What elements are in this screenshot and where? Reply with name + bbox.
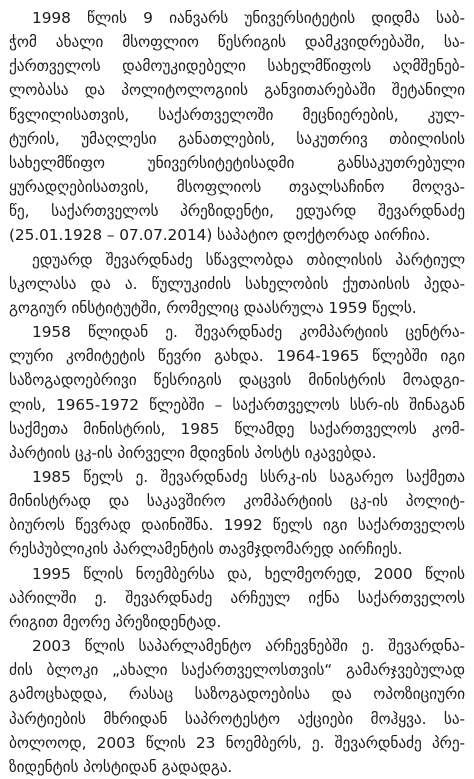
text-line: გამოცხადდა, რასაც საზოგადოებისა და ოპოზიციური <box>9 685 465 704</box>
text-line: სკოლასა და ა. წულუკიძის სახელობის ქუთაისის პედა- <box>9 274 465 293</box>
text-line: გოგიურ ინსტიტუტში, რომელიც დაასრულა 1959 წელს. <box>9 298 417 317</box>
paragraph-presidency <box>9 562 465 634</box>
text-line: აპრილში ე. შევარდნაძე არჩეულ იქნა საქართველოს <box>9 588 465 607</box>
text-line: ლობასა და პოლიტოლოგიის განვითარებაში შეტანილი <box>9 81 465 100</box>
text-line: საქმეთა მინისტრის, 1985 წლამდე საქართველოს კომ- <box>9 419 465 438</box>
text-line: ლური კომიტეტის წევრი გახდა. 1964-1965 წლებში იგი <box>9 347 465 366</box>
text-line: 1985 წელს ე. შევარდნაძე სსრკ-ის საგარეო საქმეთა <box>32 467 465 486</box>
text-line: პარტიის ცკ-ის პირველი მდივნის პოსტს იკავებდა. <box>9 443 377 462</box>
text-line: საზოგადოებრივი წესრიგის დაცვის მინისტრის მოადგი- <box>9 371 465 390</box>
text-line: მინისტრად და საკავშირო კომპარტიის ცკ-ის პოლიტ- <box>9 492 465 511</box>
text-line: სახელმწიფო უნივერსიტეტისადმი განსაკუთრებული <box>9 153 465 172</box>
text-line: (25.01.1928 – 07.07.2014) საპატიო დოქტორად აირჩია. <box>9 226 431 245</box>
text-line: ბიუროს წევრად დაინიშნა. 1992 წელს იგი საქართველოს <box>9 516 465 535</box>
text-line: 1995 წლის ნოემბერსა და, ხელმეორედ, 2000 წლის <box>32 564 465 583</box>
text-line: ზიდენტის პოსტიდან გადადგა. <box>9 757 233 776</box>
text-line: წე, საქართველოს პრეზიდენტი, ედუარდ შევარდნაძე <box>9 202 465 221</box>
text-line: რიგით მეორე პრეზიდენტად. <box>9 612 222 631</box>
text-line: ყურადღებისათვის, მსოფლიოს თვალსაჩინო მოღვა- <box>9 178 465 197</box>
text-line: ლის, 1965-1972 წლებში – საქართველოს სსრ-ის შინაგან <box>9 395 465 414</box>
text-line: წვლილისათვის, საქართველოში მეცნიერების, კულ- <box>9 105 465 124</box>
text-line: პარტიების მხრიდან საპროტესტო აქციები მოჰყვა. სა- <box>9 709 465 728</box>
text-line: 1958 წლიდან ე. შევარდნაძე კომპარტიის ცენტრა- <box>32 323 465 342</box>
text-line: ჭომ ახალი მსოფლიო წესრიგის დამკვიდრებაში, სა- <box>9 33 465 52</box>
paragraph-education <box>9 248 465 320</box>
text-line: ქართველოს დამოუკიდებელი სახელმწიფოს აღმშენებ- <box>9 57 465 76</box>
paragraph-foreign-minister <box>9 465 465 562</box>
text-line: ედუარდ შევარდნაძე სწავლობდა თბილისის პარტიულ <box>32 250 465 269</box>
text-line: ბოლოოდ, 2003 წლის 23 ნოემბერს, ე. შევარდნაძე პრე- <box>9 733 465 752</box>
text-line: ძის ბლოკი „ახალი საქართველოსთვის“ გამარჯვებულად <box>9 661 465 680</box>
paragraph-party-career <box>9 320 465 465</box>
text-line: ტურის, უმაღლესი განათლების, საკუთრივ თბილისის <box>9 129 465 148</box>
text-line: 2003 წლის საპარლამენტო არჩევნებში ე. შევარდნა- <box>32 637 465 656</box>
text-line: 1998 წლის 9 იანვარს უნივერსიტეტის დიდმა საბ- <box>32 9 465 27</box>
paragraph-resignation <box>9 634 465 779</box>
paragraph-honorary-doctor <box>9 6 465 248</box>
text-line: რესპუბლიკის პარლამენტის თავმჯდომარედ აირჩიეს. <box>9 540 403 559</box>
